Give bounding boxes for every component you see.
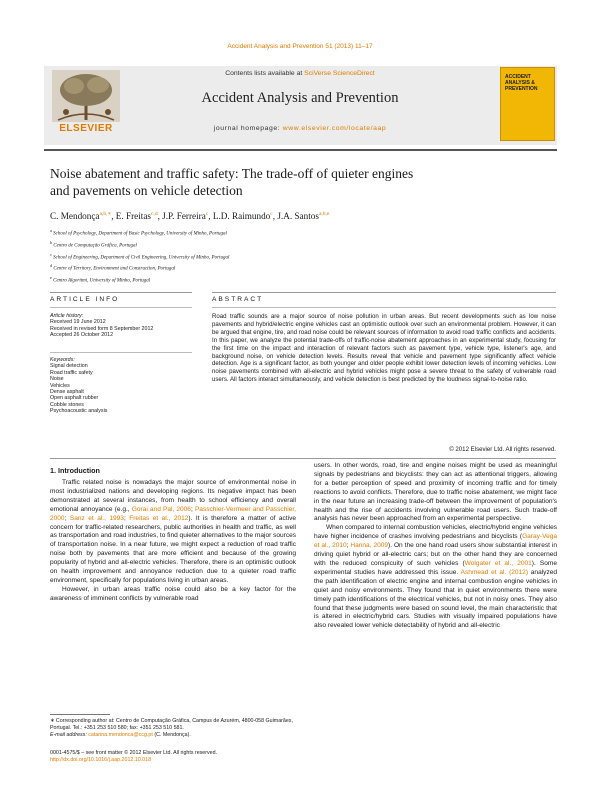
cover-title: ACCIDENT ANALYSIS & PREVENTION — [505, 74, 538, 92]
footnote-rule — [50, 714, 110, 715]
affiliation: $^e$ Centro Algoritmi, University of Minho, Portugal — [50, 275, 151, 284]
keyword: Noise — [50, 376, 64, 383]
citation-link[interactable]: Ashmead et al. (2012) — [460, 568, 528, 576]
abstract-text: Road traffic sounds are a major source of noise pollution in urban areas. But recent developments such as low noise pavements and hybrid/electric engine vehicles cast an optimistic outlook over such an environmental problem. However, it can be argued that engine, tire, and road noise could be relevant sources of information to avoid road traffic conflicts and accidents. In this paper, we analyze the potential trade-offs of traffic-noise abatement approaches in an experimental study, focusing for the first time on the impact and interaction of relevant factors such as pavement type, vehicle type, listener's age, and background noise, on vehicle detection levels. Results reveal that vehicle and pavement type significantly affect vehicle detection. Age is a significant factor, as both younger and older people exhibit lower detection levels of incoming vehicles. Low noise pavements combined with all-electric and hybrid vehicles might pose a severe threat to the safety of vulnerable road users. All factors interact simultaneously, and vehicle detection is best predicted by the loudness signal-to-noise ratio. — [212, 313, 556, 384]
title-line-2: and pavements on vehicle detection — [50, 183, 243, 198]
citation-link[interactable]: Hanna, 2009 — [350, 542, 389, 550]
homepage-prefix: journal homepage: — [213, 125, 283, 132]
journal-title: Accident Analysis and Prevention — [201, 90, 399, 106]
keyword: Dense asphalt — [50, 389, 84, 396]
homepage-line — [150, 125, 450, 132]
paragraph: users. In other words, road, tire and engine noises might be used as meaningful signals by pedestrians and bicyclists: they can act as attentional triggers, allowing for a better perception of speed and proximity of incoming traffic and for timely reactions to avoid conflicts. Therefore, due to traffic noise abatement, we might face in the near future an increasing trade-off between the improvement of population's health and the rise of accidents involving vulnerable road users. Such trade-off analysis has never been approached from an experimental perspective. — [314, 462, 557, 523]
section-heading-introduction: 1. Introduction — [50, 466, 100, 475]
keyword: Vehicles — [50, 382, 70, 389]
abstract-rule — [212, 307, 556, 308]
keyword: Open asphalt rubber — [50, 395, 99, 402]
affiliation-list — [50, 227, 550, 286]
author: C. Mendonça$^{a,b,∗}$, — [50, 211, 116, 222]
affiliation: $^a$ School of Psychology, Department of Basic Psychology, University of Minho, Portugal — [50, 228, 227, 237]
paragraph: When compared to internal combustion vehicles, electric/hybrid engine vehicles have higher incidence of crashes involving pedestrians and bicyclists (Garay-Vega et al., 2010; Hanna, 2009). On the one hand road users show substantial interest in driving quiet hybrid or all-electric cars; but on the other hand they are concerned with the reduced conspicuity of such vehicles (Wolgater et al., 2001). Some experimental studies have addressed this issue. Ashmead et al. (2012) analyzed the path identification of electric engine and internal combustion engine vehicles in quiet and noisy environments. They found that in quiet environments there were timely path identifications of the electrical vehicles, but not in noisy ones. They also found that these judgments were based on sound level, the main characteristic that is altered in electric/hybrid cars. Studies with visually impaired populations have also revealed lower vehicle detectability of hybrid and all-electric — [314, 524, 558, 630]
paragraph: Traffic related noise is nowadays the major source of environmental noise in most industrialized nations and developing regions. Its negative impact has been demonstrated at several instances, from health to school efficiency and overall emotional annoyance (e.g., Gorai and Pal, 2006; Passchier-Vermeer and Passchier, 2000; Sanz et al., 1993; Freitas et al., 2012). It is therefore a matter of active concern for traffic-related researchers, public authorities in health and traffic, as well as transportation and road industries, to find quieter alternatives to the major sources of transportation noise. In a near future, we might expect a reduction of road traffic noise both by pavements that are more efficient and because of the growing popularity of hybrid and all-electric vehicles. Therefore, there is an optimistic outlook on health improvement and annoyance reduction due to a quieter road traffic environment, specifically for populations living in urban areas. — [50, 479, 297, 584]
affiliation: $^c$ School of Engineering, Department of Civil Engineering, University of Minho, Portugal — [50, 251, 230, 261]
keywords-label: Keywords: — [50, 357, 75, 363]
keyword: Cobble stones — [50, 401, 84, 408]
publication-footer — [50, 750, 350, 764]
keywords-rule — [50, 352, 192, 353]
copyright-notice: © 2012 Elsevier Ltd. All rights reserved. — [449, 446, 556, 453]
doi-link[interactable]: http://dx.doi.org/10.1016/j.aap.2012.10.018 — [50, 757, 152, 764]
right-column-text — [314, 462, 557, 631]
paragraph: However, in urban areas traffic noise could also be a key factor for the awareness of imminent conflicts by vulnerable road — [50, 585, 296, 602]
article-info-rule — [50, 307, 192, 308]
publisher-name: ELSEVIER — [59, 123, 113, 134]
article-info-rule-top — [50, 292, 192, 293]
author: L.D. Raimundo$^c$, — [212, 211, 278, 222]
affiliation: $^d$ Centre of Territory, Environment and Construction, Portugal — [50, 263, 176, 272]
homepage-link[interactable]: www.elsevier.com/locate/aap — [282, 125, 387, 132]
abstract-rule-top — [212, 292, 556, 293]
affiliation: $^b$ Centro de Computação Gráfica, Portugal — [50, 239, 137, 249]
contents-prefix: Contents lists available at — [225, 70, 305, 77]
author: E. Freitas$^{c,d}$, — [115, 211, 163, 222]
citation-link[interactable]: Passchier-Vermeer and Passchier, 2000 — [50, 505, 297, 522]
keyword: Road traffic safety — [50, 369, 93, 376]
history-item: Accepted 26 October 2012 — [50, 332, 114, 339]
citation-link[interactable]: Freitas et al., 2012 — [129, 514, 189, 522]
history-item: Received 19 June 2012 — [50, 319, 106, 326]
author: J.A. Santos$^{a,b,e}$ — [277, 211, 330, 222]
history-label: Article history: — [50, 313, 84, 319]
title-line-1: Noise abatement and traffic safety: The trade-off of quieter engines — [50, 166, 414, 181]
article-history — [50, 313, 192, 339]
issn-line: 0001-4575/$ – see front matter © 2012 Elsevier Ltd. All rights reserved. — [50, 750, 218, 756]
keywords-list — [50, 357, 192, 415]
footnote-corresponding — [50, 718, 296, 740]
author-list — [50, 211, 550, 221]
corresponding-author-note: ∗ Corresponding author at: Centro de Computação Gráfica, Campus de Azurém, 4800-058 Guimarães, Portugal. Tel.: +351 253 510 580; fax: +351 253 510 581. — [50, 718, 293, 732]
keyword: Signal detection — [50, 363, 88, 370]
citation-link[interactable]: Garay-Vega et al., 2010 — [314, 533, 557, 550]
article-info-heading: ARTICLE INFO — [50, 296, 120, 303]
abstract-rule-bottom — [50, 458, 556, 459]
contents-line — [150, 70, 450, 77]
sciencedirect-link[interactable]: SciVerse ScienceDirect — [304, 70, 375, 77]
citation-link[interactable]: Sanz et al., 1993 — [69, 514, 124, 522]
left-column-text — [50, 479, 296, 604]
article-title — [50, 165, 550, 199]
citation-link[interactable]: Gorai and Pal, 2006 — [131, 505, 191, 513]
citation-link[interactable]: Wolgater et al., 2001 — [464, 559, 532, 567]
running-head: Accident Analysis and Prevention 51 (2013) 11–17 — [227, 43, 373, 50]
email-line: E-mail address: catarina.mendonca@ccg.pt (C. Mendonça). — [50, 732, 191, 739]
history-item: Received in revised form 8 September 2012 — [50, 325, 154, 332]
masthead-rule — [44, 149, 557, 151]
email-link[interactable]: catarina.mendonca@ccg.pt — [88, 732, 153, 739]
abstract-heading: ABSTRACT — [212, 296, 264, 303]
journal-cover-thumbnail — [500, 67, 555, 141]
keyword: Psychoacoustic analysis — [50, 408, 108, 415]
author: J.P. Ferreira$^c$, — [162, 211, 213, 222]
